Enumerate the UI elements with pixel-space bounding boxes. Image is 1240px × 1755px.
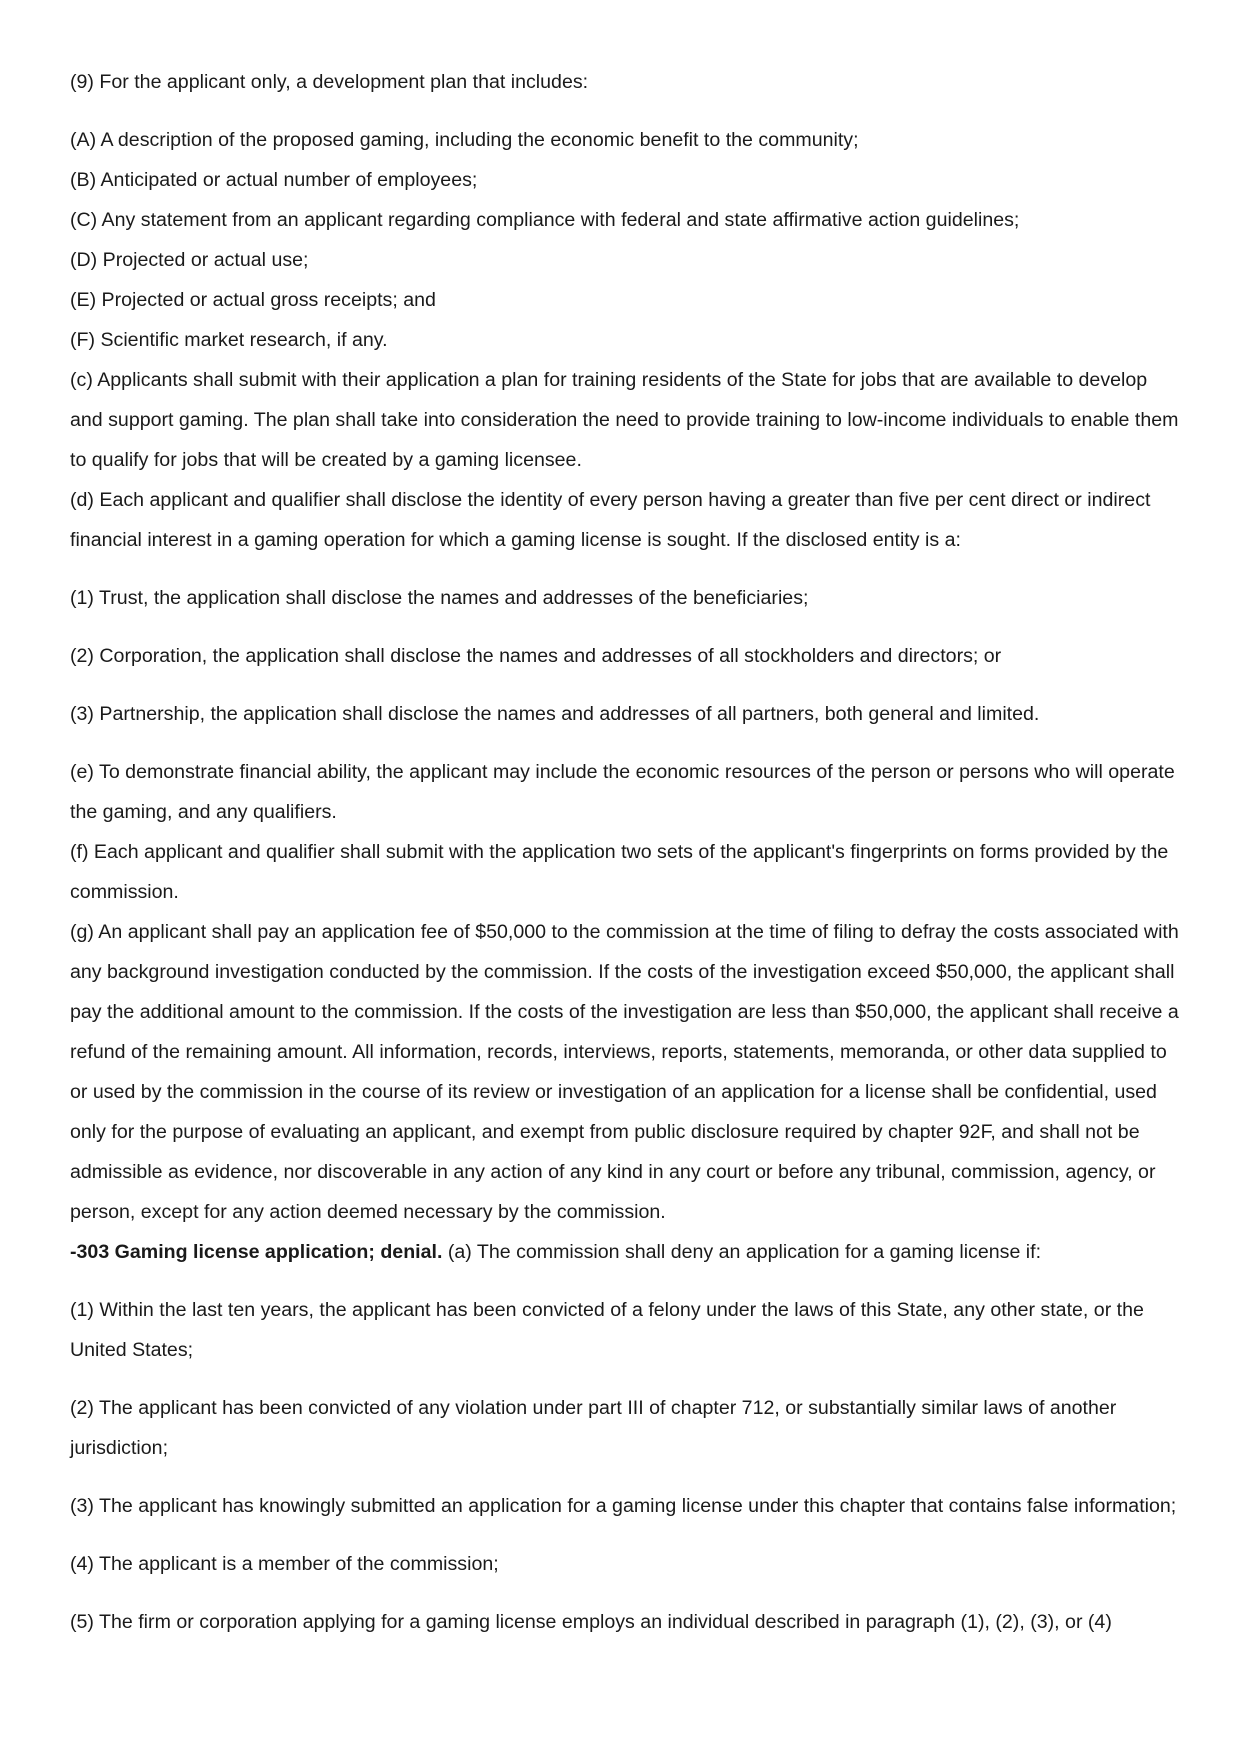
- spacer: [70, 676, 1180, 694]
- section-303-heading: -303 Gaming license application; denial.: [70, 1241, 443, 1263]
- item-9c: (C) Any statement from an applicant regarding compliance with federal and state affirmative action guidelines;: [70, 209, 1020, 231]
- item-9d: (D) Projected or actual use;: [70, 249, 309, 271]
- subsection-d-item-1: (1) Trust, the application shall disclose the names and addresses of the beneficiaries;: [70, 587, 809, 609]
- section-303-item-5: (5) The firm or corporation applying for a gaming license employs an individual described in paragraph (1), (2), (3), or (4): [70, 1611, 1112, 1633]
- paragraph-9-intro: (9) For the applicant only, a development plan that includes:: [70, 71, 589, 93]
- subsection-g: (g) An applicant shall pay an application fee of $50,000 to the commission at the time of filing to defray the costs associated with any background investigation conducted by the commission. If the costs of the investigation exceed $50,000, the applicant shall pay the additional amount to the commission. If the costs of the investigation are less than $50,000, the applicant shall receive a refund of the remaining amount. All information, records, interviews, reports, statements, memoranda, or other data supplied to or used by the commission in the course of its review or investigation of an application for a license shall be confidential, used only for the purpose of evaluating an applicant, and exempt from public disclosure required by chapter 92F, and shall not be admissible as evidence, nor discoverable in any action of any kind in any court or before any tribunal, commission, agency, or person, except for any action deemed necessary by the commission.: [70, 921, 1179, 1223]
- section-303-paragraph: [70, 1232, 1180, 1272]
- spacer: [70, 560, 1180, 578]
- spacer: [70, 1526, 1180, 1544]
- section-303-item-3: (3) The applicant has knowingly submitted an application for a gaming license under this chapter that contains false information;: [70, 1495, 1177, 1517]
- spacer: [70, 1272, 1180, 1290]
- section-303-intro: (a) The commission shall deny an application for a gaming license if:: [442, 1241, 1042, 1263]
- spacer: [70, 1584, 1180, 1602]
- spacer: [70, 618, 1180, 636]
- subsection-c: (c) Applicants shall submit with their application a plan for training residents of the State for jobs that are available to develop and support gaming. The plan shall take into consideration the need to provide training to low-income individuals to enable them to qualify for jobs that will be created by a gaming licensee.: [70, 369, 1179, 471]
- spacer: [70, 734, 1180, 752]
- spacer: [70, 1468, 1180, 1486]
- item-9e: (E) Projected or actual gross receipts; and: [70, 289, 436, 311]
- item-9b: (B) Anticipated or actual number of employees;: [70, 169, 478, 191]
- item-9f: (F) Scientific market research, if any.: [70, 329, 388, 351]
- subsection-d-item-3: (3) Partnership, the application shall disclose the names and addresses of all partners, both general and limited.: [70, 703, 1040, 725]
- spacer: [70, 1370, 1180, 1388]
- item-9a: (A) A description of the proposed gaming, including the economic benefit to the community;: [70, 129, 859, 151]
- section-303-item-1: (1) Within the last ten years, the applicant has been convicted of a felony under the laws of this State, any other state, or the United States;: [70, 1299, 1144, 1361]
- spacer: [70, 102, 1180, 120]
- subsection-f: (f) Each applicant and qualifier shall submit with the application two sets of the applicant's fingerprints on forms provided by the commission.: [70, 841, 1169, 903]
- subsection-d: (d) Each applicant and qualifier shall disclose the identity of every person having a greater than five per cent direct or indirect financial interest in a gaming operation for which a gaming license is sought. If the disclosed entity is a:: [70, 489, 1151, 551]
- section-303-item-4: (4) The applicant is a member of the commission;: [70, 1553, 499, 1575]
- section-303-item-2: (2) The applicant has been convicted of any violation under part III of chapter 712, or substantially similar laws of another jurisdiction;: [70, 1397, 1117, 1459]
- subsection-e: (e) To demonstrate financial ability, the applicant may include the economic resources of the person or persons who will operate the gaming, and any qualifiers.: [70, 761, 1175, 823]
- subsection-d-item-2: (2) Corporation, the application shall disclose the names and addresses of all stockholders and directors; or: [70, 645, 1002, 667]
